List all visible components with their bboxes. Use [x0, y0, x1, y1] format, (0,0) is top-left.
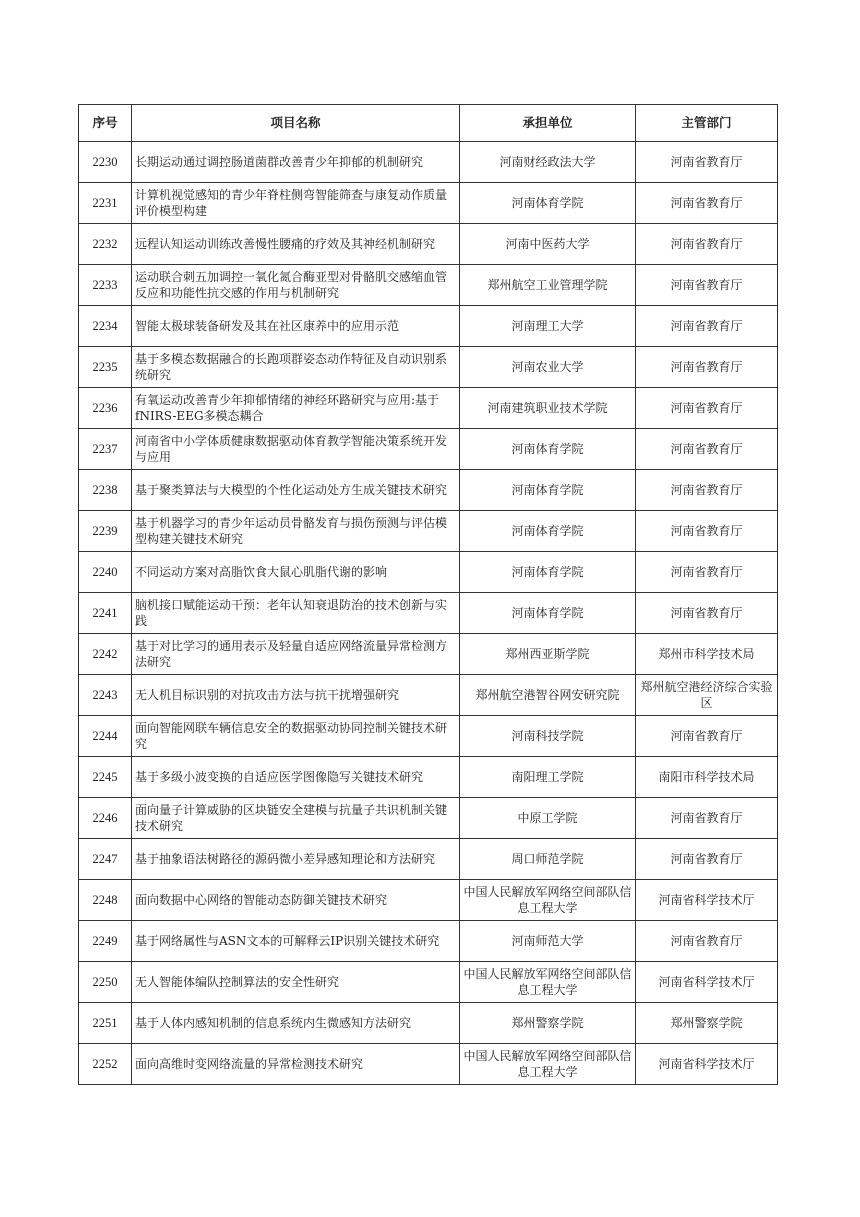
- supervising-department: 河南省教育厅: [636, 265, 778, 306]
- responsible-unit: 河南财经政法大学: [460, 142, 636, 183]
- responsible-unit: 中原工学院: [460, 798, 636, 839]
- table-row: [79, 306, 778, 347]
- row-index: 2249: [79, 921, 132, 962]
- project-name: 远程认知运动训练改善慢性腰痛的疗效及其神经机制研究: [132, 224, 460, 265]
- row-index: 2241: [79, 593, 132, 634]
- supervising-department: 河南省教育厅: [636, 347, 778, 388]
- responsible-unit: 南阳理工学院: [460, 757, 636, 798]
- supervising-department: 南阳市科学技术局: [636, 757, 778, 798]
- supervising-department: 河南省教育厅: [636, 142, 778, 183]
- table-row: [79, 962, 778, 1003]
- project-table: [78, 104, 778, 1085]
- header-project-name: 项目名称: [132, 105, 460, 142]
- project-name: 面向高维时变网络流量的异常检测技术研究: [132, 1044, 460, 1085]
- project-name: 面向数据中心网络的智能动态防御关键技术研究: [132, 880, 460, 921]
- supervising-department: 河南省教育厅: [636, 798, 778, 839]
- responsible-unit: 河南体育学院: [460, 511, 636, 552]
- supervising-department: 河南省教育厅: [636, 921, 778, 962]
- responsible-unit: 河南理工大学: [460, 306, 636, 347]
- project-name: 基于聚类算法与大模型的个性化运动处方生成关键技术研究: [132, 470, 460, 511]
- row-index: 2235: [79, 347, 132, 388]
- row-index: 2239: [79, 511, 132, 552]
- responsible-unit: 郑州航空工业管理学院: [460, 265, 636, 306]
- table-row: [79, 511, 778, 552]
- project-name: 面向智能网联车辆信息安全的数据驱动协同控制关键技术研究: [132, 716, 460, 757]
- row-index: 2231: [79, 183, 132, 224]
- table-row: [79, 265, 778, 306]
- supervising-department: 河南省教育厅: [636, 470, 778, 511]
- supervising-department: 河南省教育厅: [636, 716, 778, 757]
- table-row: [79, 552, 778, 593]
- responsible-unit: 中国人民解放军网络空间部队信息工程大学: [460, 1044, 636, 1085]
- table-row: [79, 593, 778, 634]
- supervising-department: 郑州航空港经济综合实验区: [636, 675, 778, 716]
- responsible-unit: 河南师范大学: [460, 921, 636, 962]
- project-name: 长期运动通过调控肠道菌群改善青少年抑郁的机制研究: [132, 142, 460, 183]
- responsible-unit: 中国人民解放军网络空间部队信息工程大学: [460, 880, 636, 921]
- responsible-unit: 河南体育学院: [460, 470, 636, 511]
- supervising-department: 郑州市科学技术局: [636, 634, 778, 675]
- supervising-department: 河南省教育厅: [636, 511, 778, 552]
- header-index: 序号: [79, 105, 132, 142]
- row-index: 2244: [79, 716, 132, 757]
- project-name: 河南省中小学体质健康数据驱动体育教学智能决策系统开发与应用: [132, 429, 460, 470]
- project-name: 无人智能体编队控制算法的安全性研究: [132, 962, 460, 1003]
- responsible-unit: 中国人民解放军网络空间部队信息工程大学: [460, 962, 636, 1003]
- row-index: 2245: [79, 757, 132, 798]
- supervising-department: 河南省科学技术厅: [636, 1044, 778, 1085]
- row-index: 2251: [79, 1003, 132, 1044]
- responsible-unit: 河南科技学院: [460, 716, 636, 757]
- project-name: 基于机器学习的青少年运动员骨骼发育与损伤预测与评估模型构建关键技术研究: [132, 511, 460, 552]
- supervising-department: 河南省教育厅: [636, 306, 778, 347]
- supervising-department: 河南省教育厅: [636, 388, 778, 429]
- row-index: 2246: [79, 798, 132, 839]
- table-row: [79, 880, 778, 921]
- project-name: 无人机目标识别的对抗攻击方法与抗干扰增强研究: [132, 675, 460, 716]
- supervising-department: 河南省科学技术厅: [636, 962, 778, 1003]
- responsible-unit: 郑州警察学院: [460, 1003, 636, 1044]
- table-row: [79, 183, 778, 224]
- table-row: [79, 675, 778, 716]
- row-index: 2234: [79, 306, 132, 347]
- row-index: 2240: [79, 552, 132, 593]
- project-name: 基于网络属性与ASN文本的可解释云IP识别关键技术研究: [132, 921, 460, 962]
- supervising-department: 河南省教育厅: [636, 183, 778, 224]
- responsible-unit: 河南体育学院: [460, 552, 636, 593]
- table-header-row: [79, 105, 778, 142]
- row-index: 2247: [79, 839, 132, 880]
- table-row: [79, 839, 778, 880]
- responsible-unit: 郑州航空港智谷网安研究院: [460, 675, 636, 716]
- supervising-department: 河南省教育厅: [636, 839, 778, 880]
- supervising-department: 河南省教育厅: [636, 429, 778, 470]
- row-index: 2248: [79, 880, 132, 921]
- project-name: 有氧运动改善青少年抑郁情绪的神经环路研究与应用:基于fNIRS-EEG多模态耦合: [132, 388, 460, 429]
- project-name: 不同运动方案对高脂饮食大鼠心肌脂代谢的影响: [132, 552, 460, 593]
- table-row: [79, 470, 778, 511]
- project-name: 脑机接口赋能运动干预：老年认知衰退防治的技术创新与实践: [132, 593, 460, 634]
- responsible-unit: 河南体育学院: [460, 593, 636, 634]
- table-row: [79, 716, 778, 757]
- project-name: 智能太极球装备研发及其在社区康养中的应用示范: [132, 306, 460, 347]
- table-row: [79, 798, 778, 839]
- table-row: [79, 224, 778, 265]
- project-name: 基于人体内感知机制的信息系统内生微感知方法研究: [132, 1003, 460, 1044]
- project-name: 基于多模态数据融合的长跑项群姿态动作特征及自动识别系统研究: [132, 347, 460, 388]
- responsible-unit: 郑州西亚斯学院: [460, 634, 636, 675]
- row-index: 2238: [79, 470, 132, 511]
- row-index: 2242: [79, 634, 132, 675]
- supervising-department: 河南省教育厅: [636, 224, 778, 265]
- table-row: [79, 142, 778, 183]
- responsible-unit: 河南体育学院: [460, 429, 636, 470]
- responsible-unit: 周口师范学院: [460, 839, 636, 880]
- row-index: 2237: [79, 429, 132, 470]
- table-row: [79, 921, 778, 962]
- row-index: 2250: [79, 962, 132, 1003]
- responsible-unit: 河南中医药大学: [460, 224, 636, 265]
- project-name: 面向量子计算威胁的区块链安全建模与抗量子共识机制关键技术研究: [132, 798, 460, 839]
- table-row: [79, 634, 778, 675]
- row-index: 2233: [79, 265, 132, 306]
- row-index: 2232: [79, 224, 132, 265]
- project-name: 基于对比学习的通用表示及轻量自适应网络流量异常检测方法研究: [132, 634, 460, 675]
- project-name: 计算机视觉感知的青少年脊柱侧弯智能筛查与康复动作质量评价模型构建: [132, 183, 460, 224]
- table-row: [79, 388, 778, 429]
- table-row: [79, 347, 778, 388]
- responsible-unit: 河南农业大学: [460, 347, 636, 388]
- table-row: [79, 757, 778, 798]
- project-name: 基于抽象语法树路径的源码微小差异感知理论和方法研究: [132, 839, 460, 880]
- row-index: 2252: [79, 1044, 132, 1085]
- project-name: 基于多级小波变换的自适应医学图像隐写关键技术研究: [132, 757, 460, 798]
- project-name: 运动联合刺五加调控一氧化氮合酶亚型对骨骼肌交感缩血管反应和功能性抗交感的作用与机制研究: [132, 265, 460, 306]
- header-department: 主管部门: [636, 105, 778, 142]
- table-row: [79, 1003, 778, 1044]
- supervising-department: 河南省科学技术厅: [636, 880, 778, 921]
- responsible-unit: 河南体育学院: [460, 183, 636, 224]
- row-index: 2236: [79, 388, 132, 429]
- row-index: 2230: [79, 142, 132, 183]
- header-unit: 承担单位: [460, 105, 636, 142]
- supervising-department: 河南省教育厅: [636, 552, 778, 593]
- supervising-department: 郑州警察学院: [636, 1003, 778, 1044]
- supervising-department: 河南省教育厅: [636, 593, 778, 634]
- table-row: [79, 429, 778, 470]
- row-index: 2243: [79, 675, 132, 716]
- table-row: [79, 1044, 778, 1085]
- responsible-unit: 河南建筑职业技术学院: [460, 388, 636, 429]
